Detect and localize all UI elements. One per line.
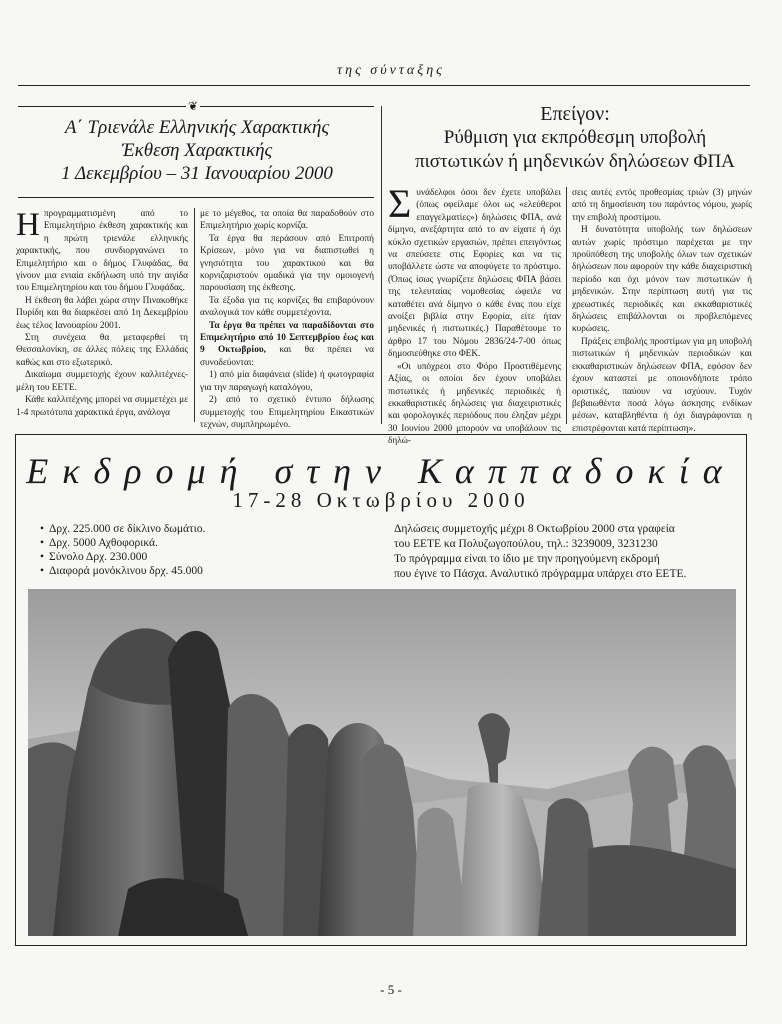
trip-price-list: [40, 522, 205, 578]
trip-info: [394, 522, 734, 582]
paragraph: «Οι υπόχρεοι στο Φόρο Προστιθέμενης Αξίας, οι οποίοι δεν έχουν υποβάλει πιστωτικές ή μηδενικές περιοδικές ή εκκαθαριστικές δηλώσεις για διαχειριστικές και φορολογικές περιόδους που έληξαν μέχρι 30 Ιουνίου 2000 μπορούν να υποβάλουν τις δηλώ-: [388, 361, 561, 447]
info-line: Το πρόγραμμα είναι το ίδιο με την προηγούμενη εκδρομή: [394, 553, 660, 565]
left-article-heading-line3: 1 Δεκεμβρίου – 31 Ιανουαρίου 2000: [61, 163, 333, 184]
paragraph: Πράξεις επιβολής προστίμων για μη υποβολή πιστωτικών ή μηδενικών περιοδικών και εκκαθαριστικών δηλώσεων ΦΠΑ, εφόσον δεν έχουν καταστεί με οποιονδήποτε τρόπο οριστικές, παύουν να ισχύουν. Τυχόν βεβαιωθέντα ποσά λόγω άσκησης ενδίκων μέσων, καταβληθέντα ή όχι διαγράφονται η επιστρέφονται κατά περίπτωση».: [572, 336, 752, 434]
column-divider: [566, 187, 567, 424]
trip-title: Εκδρομή στην Καππαδοκία: [26, 451, 736, 491]
left-article-column-1: [16, 208, 188, 419]
info-line: Δηλώσεις συμμετοχής μέχρι 8 Οκτωβρίου 2000 στα γραφεία: [394, 523, 675, 535]
paragraph: και θα πρέπει να συνοδεύονται:: [200, 345, 374, 368]
paragraph: Τα έργα θα περάσουν από Επιτροπή Κρίσεων, μόνο για να διαπιστωθεί η γνησιότητα του χαρακτικού και θα κορνιζαριστούν ομαδικά για την ομοιογενή παρουσίαση της έκθεσης.: [200, 233, 374, 294]
paragraph: 2) από το σχετικό έντυπο δήλωσης συμμετοχής του Επιμελητηρίου Εικαστικών τεχνών, συμπληρωμένο.: [200, 395, 374, 430]
section-header-title: της σύνταξης: [337, 63, 445, 78]
list-item: • Διαφορά μονόκλινου δρχ. 45.000: [40, 564, 205, 578]
ornament-icon: ❦: [188, 99, 199, 113]
right-article-column-1: [388, 181, 561, 448]
paragraph: Η έκθεση θα λάβει χώρα στην Πινακοθήκε Πυρίδη και θα διαρκέσει από 1η Δεκεμβρίου έως τέλος Ιανουαρίου 2001.: [16, 295, 188, 331]
list-item: • Σύνολο Δρχ. 230.000: [40, 550, 205, 564]
paragraph: προγραμματισμένη από το Επιμελητήριο έκθεση χαρακτικής και η πρώτη τριενάλε ελληνικής χαρακτικής, που συνδιοργανώνει το Επιμελητήριο και ο δήμος Γλυφάδας, θα γίνουν μια ενιαία εκδήλωση υπό την αιγίδα του Επιμελητηρίου και του δήμου Γλυφάδας.: [16, 209, 188, 294]
right-article-heading-line2: Ρύθμιση για εκπρόθεσμη υποβολή: [443, 127, 707, 148]
left-article-heading-rule: [18, 197, 374, 198]
paragraph: Τα έξοδα για τις κορνίζες θα επιβαρύνουν αναλογικά τον κάθε συμμετέχοντα.: [200, 295, 374, 319]
list-item: • Δρχ. 5000 Αχθοφορικά.: [40, 536, 205, 550]
paragraph: υνάδελφοι όσοι δεν έχετε υποβάλει (όπως οφείλαμε όλοι ως «ελεύθεροι επαγγελματίες») δηλώσεις ΦΠΑ, ανά δίμηνο, ανεξάρτητα από το αν είχατε ή όχι κύκλο σχετικών εργασιών, πρέπει επειγόντως να σπεύσετε στις Εφορίες και να τις υποβάλλετε ώστε να αποφύγετε το πρόστιμο. (Όπως ίσως γνωρίζετε δηλώσεις ΦΠΑ βάσει της τελευταίας νομοθεσίας ώφειλε να καταθέτει ανά δίμηνο ο κάθε ένας που είχε ανοίξει βιβλία στην Εφορία, είτε ήταν μηδενικές ή πιστωτικές.) Παραθέτουμε το άρθρο 17 του Νόμου 2836/24-7-00 όπως δημοσιεύθηκε στο ΦΕΚ.: [388, 188, 561, 360]
dropcap: Σ: [388, 181, 412, 226]
info-line: που έγινε το Πάσχα. Αναλυτικό πρόγραμμα υπάρχει στο ΕΕΤΕ.: [394, 568, 687, 580]
paragraph: Η δυνατότητα υποβολής των δηλώσεων αυτών χωρίς πρόστιμο παρέχεται με την προϋπόθεση της υποβολής όλων των σχετικών δηλώσεων που αφορούν την κάθε διαχειριστική περίοδο και όχι μόνον των πιστωτικών ή μηδενικών. Στην περίπτωση αυτή για τις χρεωστικές περιοδικές και εκκαθαριστικές δηλώσεις επιβάλλονται οι προβλεπόμενες κυρώσεις.: [572, 225, 752, 335]
paragraph: Στη συνέχεια θα μεταφερθεί τη Θεσσαλονίκη, σε άλλες πόλεις της Ελλάδας καθώς και στο εξωτερικό.: [16, 333, 188, 368]
right-article-column-2: [572, 187, 752, 435]
paragraph: σεις αυτές εντός προθεσμίας τριών (3) μηνών από τη δημοσίευση του παρόντος νόμου, χωρίς την επιβολή προστίμου.: [572, 188, 752, 223]
cappadocia-photo: [28, 589, 736, 936]
left-article-column-2: [200, 208, 374, 431]
paragraph: με το μέγεθος, τα οποία θα παραδοθούν στο Επιμελητήριο χωρίς κορνίζα.: [200, 209, 374, 232]
paragraph: 1) από μία διαφάνεια (slide) ή φωτογραφία για την παραγωγή καταλόγου,: [200, 370, 374, 393]
header-rule: [18, 85, 750, 86]
article-divider: [381, 106, 382, 424]
paragraph-bold: Τα έργα θα πρέπει να παραδίδονται στο Επιμελητήριο από 10 Σεπτεμβρίου έως και 9 Οκτωβρίου,: [200, 320, 374, 356]
right-article-heading-line3: πιστωτικών ή μηδενικών δηλώσεων ΦΠΑ: [415, 151, 735, 172]
trip-dates: 17-28 Οκτωβρίου 2000: [232, 488, 530, 512]
right-article-heading-line1: Επείγον:: [540, 103, 610, 125]
right-article-heading: [390, 102, 760, 174]
left-article-heading-line2: Έκθεση Χαρακτικής: [121, 140, 273, 161]
paragraph: Δικαίωμα συμμετοχής έχουν καλλιτέχνες-μέλη του ΕΕΤΕ.: [16, 370, 188, 393]
page-number: - 5 -: [380, 982, 402, 997]
info-line: του ΕΕΤΕ κα Πολυζωγοπούλου, τηλ.: 3239009, 3231230: [394, 538, 658, 550]
paragraph: Κάθε καλλιτέχνης μπορεί να συμμετέχει με 1-4 πρωτότυπα χαρακτικά έργα, ανάλογα: [16, 395, 188, 418]
list-item: • Δρχ. 225.000 σε δίκλινο δωμάτιο.: [40, 522, 205, 536]
column-divider: [194, 208, 195, 422]
left-article-heading-line1: Α΄ Τριενάλε Ελληνικής Χαρακτικής: [64, 117, 330, 138]
dropcap: Η: [16, 207, 40, 243]
left-article-heading: [20, 116, 374, 185]
